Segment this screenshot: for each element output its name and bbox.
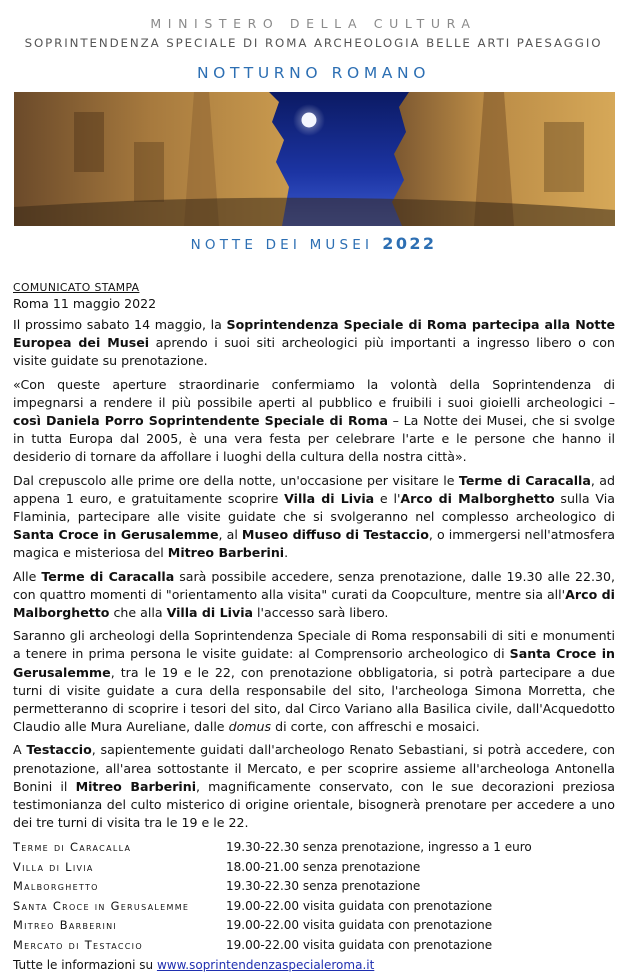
ministry-header: MINISTERO DELLA CULTURA: [150, 16, 477, 31]
bold-text: Mitreo Barberini: [167, 545, 285, 561]
paragraph: [13, 568, 615, 623]
text-run: , ad appena 1 euro, e gratuitamente scoprire: [13, 472, 616, 506]
schedule-place: Villa di Livia: [13, 859, 94, 874]
event-year: 2022: [382, 234, 437, 253]
bold-text: Testaccio: [26, 742, 92, 758]
page-title: NOTTURNO ROMANO: [196, 64, 431, 82]
bold-text: Villa di Livia: [166, 605, 254, 621]
schedule-row: [13, 896, 615, 916]
schedule-info: 18.00-21.00 senza prenotazione: [226, 859, 421, 874]
schedule-row: [13, 935, 615, 955]
schedule-info: 19.30-22.30 senza prenotazione: [226, 879, 421, 894]
schedule-row: [13, 857, 615, 877]
press-release-label: COMUNICATO STAMPA: [13, 281, 140, 294]
paragraph: [13, 627, 615, 736]
paragraph: [13, 472, 615, 563]
press-release-body: [13, 281, 615, 974]
event-subtitle-text: NOTTE DEI MUSEI: [190, 237, 374, 253]
paragraph: [13, 376, 615, 467]
schedule-place: Santa Croce in Gerusalemme: [13, 898, 190, 913]
event-subtitle: [0, 234, 627, 253]
text-run: , al: [218, 527, 242, 543]
schedule-place: Malborghetto: [13, 879, 99, 894]
paragraph: [13, 741, 615, 832]
schedule-info: 19.00-22.00 visita guidata con prenotazione: [226, 898, 493, 913]
schedule-info: 19.00-22.00 visita guidata con prenotazione: [226, 918, 493, 933]
text-run: Alle: [13, 568, 42, 584]
italic-text: domus: [228, 719, 272, 735]
text-run: aprendo i suoi siti archeologici più importanti a ingresso libero o con visite guidate su prenotazione.: [13, 335, 615, 369]
bold-text: Arco di Malborghetto: [13, 586, 616, 621]
bold-text: Museo diffuso di Testaccio: [241, 527, 429, 543]
paragraphs: [13, 316, 615, 832]
release-date: Roma 11 maggio 2022: [13, 296, 157, 311]
bold-text: così Daniela Porro Soprintendente Speciale di Roma: [13, 413, 388, 429]
footer-text: Tutte le informazioni su: [13, 958, 157, 973]
schedule-table: [13, 837, 615, 954]
text-run: sulla Via Flaminia, partecipare alle visite guidate che si svolgeranno nel complesso archeologico di: [13, 490, 615, 525]
schedule-row: [13, 876, 615, 896]
text-run: .: [284, 545, 289, 561]
schedule-place: Mitreo Barberini: [13, 918, 118, 933]
text-run: Il prossimo sabato 14 maggio, la: [13, 317, 227, 332]
text-run: Saranno gli archeologi della Soprintendenza Speciale di Roma responsabili di siti e monumenti a tenere in prima persona le visite guidate: al Comprensorio archeologico di: [13, 628, 615, 662]
text-run: l'accesso sarà libero.: [253, 605, 389, 621]
text-run: , magnificamente conservato, con le sue decorazioni preziosa testimonianza del culto misterico di origine orientale, bisognerà prenotare per accedere a uno dei tre turni di visita tra le 19 e le 22.: [13, 778, 616, 831]
bold-text: Villa di Livia: [284, 490, 375, 506]
schedule-place: Mercato di Testaccio: [13, 937, 143, 952]
bold-text: Terme di Caracalla: [41, 568, 175, 584]
schedule-row: [13, 837, 615, 857]
schedule-place: Terme di Caracalla: [13, 840, 132, 855]
text-run: A: [13, 742, 27, 758]
bold-text: Mitreo Barberini: [75, 778, 197, 794]
text-run: di corte, con affreschi e mosaici.: [271, 719, 480, 735]
text-run: sarà possibile accedere, senza prenotazione, dalle 19.30 alle 22.30, con quattro momenti di "orientamento alla visita" curati da Coopculture, mentre sia all': [13, 568, 616, 602]
text-run: , sapientemente guidati dall'archeologo Renato Sebastiani, si potrà accedere, con prenotazione, all'area sottostante il Mercato, e per scoprire assieme all'archeologa Antonella Bonini il: [13, 742, 616, 794]
paragraph: [13, 316, 615, 371]
website-link[interactable]: www.soprintendenzaspecialeroma.it: [156, 958, 375, 973]
text-run: Dal crepuscolo alle prime ore della notte, un'occasione per visitare le: [13, 472, 459, 488]
text-run: e l': [374, 490, 401, 506]
text-run: – La Notte dei Musei, che si svolge in tutta Europa dal 2005, è una vera festa per celebrare l'arte e le persone che hanno il desiderio di tornare da affollare i luoghi della cultura della nostra città».: [13, 413, 615, 465]
bold-text: Santa Croce in Gerusalemme: [13, 527, 219, 543]
bold-text: Arco di Malborghetto: [400, 490, 555, 506]
text-run: , o immergersi nell'atmosfera magica e misteriosa del: [13, 527, 615, 561]
bold-text: Soprintendenza Speciale di Roma partecipa alla Notte Europea dei Musei: [13, 317, 616, 351]
bold-text: Santa Croce in Gerusalemme: [13, 646, 615, 680]
text-run: , tra le 19 e le 22, con prenotazione obbligatoria, si potrà partecipare a due turni di visite guidate a cura della responsabile del sito, l'archeologa Simona Morretta, che permetteranno di scoprire i tesori del sito, dal Circo Variano alla Basilica civile, dall'Acquedotto Claudio alle Mura Aureliane, dalle: [13, 664, 615, 735]
night-ruins-moon-photo: [14, 92, 615, 226]
schedule-info: 19.30-22.30 senza prenotazione, ingresso a 1 euro: [226, 840, 532, 855]
text-run: che alla: [109, 605, 167, 621]
schedule-info: 19.00-22.00 visita guidata con prenotazione: [226, 937, 493, 952]
schedule-row: [13, 915, 615, 935]
text-run: «Con queste aperture straordinarie confermiamo la volontà della Soprintendenza di impegnarsi a rendere il più possibile aperti al pubblico e fruibili i suoi gioielli archeologici –: [13, 376, 615, 410]
office-header: SOPRINTENDENZA SPECIALE DI ROMA ARCHEOLOGIA BELLE ARTI PAESAGGIO: [24, 36, 603, 50]
bold-text: Terme di Caracalla: [458, 472, 591, 488]
footer-info: [13, 956, 615, 974]
